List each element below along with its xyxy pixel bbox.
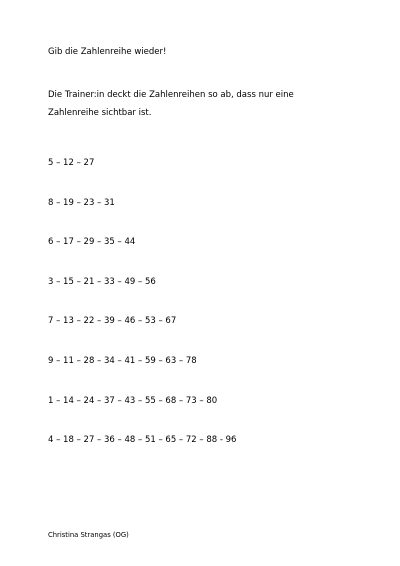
number-series-5: 7 – 13 – 22 – 39 – 46 – 53 – 67 [48,316,177,327]
page-title: Gib die Zahlenreihe wieder! [48,47,167,57]
instruction-text [48,86,348,122]
number-series-list [48,157,236,474]
number-series-1: 5 – 12 – 27 [48,158,95,168]
number-series-6: 9 – 11 – 28 – 34 – 41 – 59 – 63 – 78 [48,355,197,366]
number-series-3: 6 – 17 – 29 – 35 – 44 [48,237,136,248]
number-series-8: 4 – 18 – 27 – 36 – 48 – 51 – 65 – 72 – 88 - 96 [48,435,237,446]
instruction-line: Zahlenreihe sichtbar ist. [48,108,152,118]
instruction-line: Die Trainer:in deckt die Zahlenreihen so ab, dass nur eine [48,90,294,100]
number-series-7: 1 – 14 – 24 – 37 – 43 – 55 – 68 – 73 – 80 [48,395,218,406]
number-series-2: 8 – 19 – 23 – 31 [48,197,115,208]
number-series-4: 3 – 15 – 21 – 33 – 49 – 56 [48,276,156,287]
author-footer: Christina Strangas (OG) [48,531,129,539]
